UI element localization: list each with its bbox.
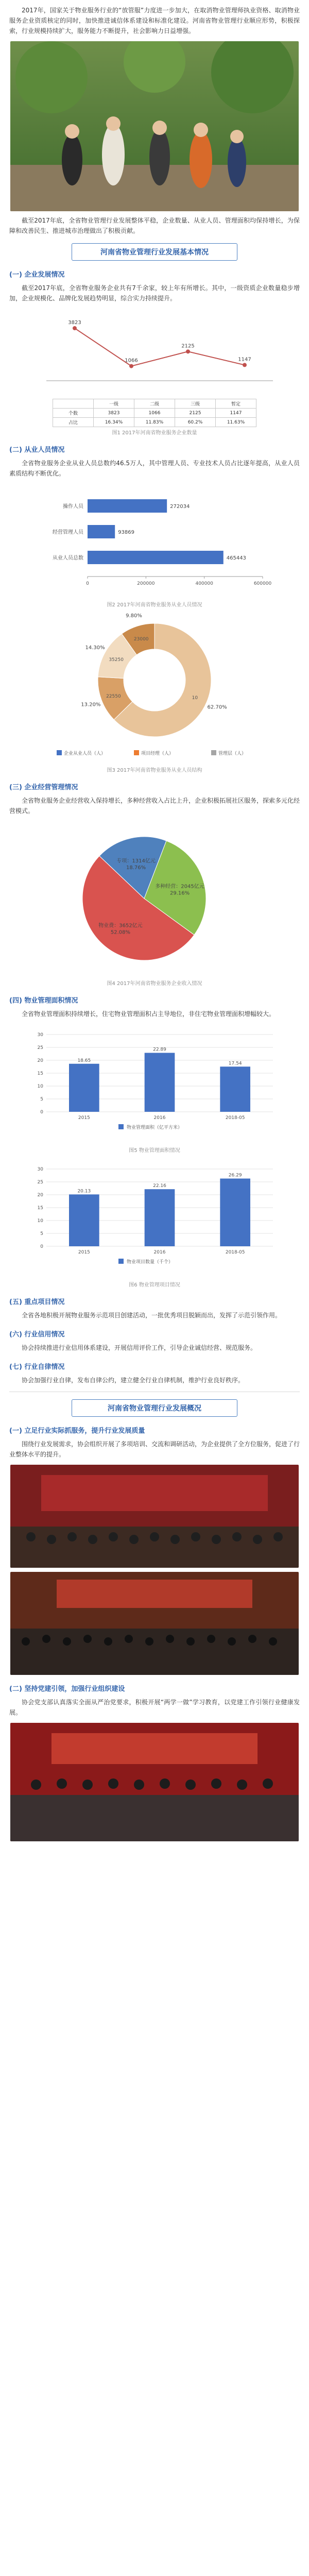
category-label: 2015 xyxy=(78,1115,90,1121)
slice-label: 多种经营：2045亿元 xyxy=(155,884,204,890)
intro-paragraph-2: 截至2017年底，全省物业管理行业发展整体平稳，企业数量、从业人员、管理面积均保持增长，为保障和改善民生、推进城市治理做出了积极贡献。 xyxy=(9,217,300,234)
tick-label: 15 xyxy=(37,1206,43,1211)
tick-label: 25 xyxy=(37,1045,43,1050)
section-heading-selfreg: (七) 行业自律情况 xyxy=(9,1363,65,1371)
photo-image xyxy=(10,1465,299,1568)
data-label: 3823 xyxy=(68,320,81,326)
data-label: 17.54 xyxy=(228,1061,242,1066)
tick-label: 200000 xyxy=(137,581,155,586)
bar xyxy=(145,1053,175,1112)
series-line xyxy=(75,328,245,366)
section-heading-area: (四) 物业管理面积情况 xyxy=(9,997,78,1005)
slice-label: 物业费：3652亿元 xyxy=(98,923,143,929)
category-label: 经营管理人员 xyxy=(53,530,83,535)
section-text-area: 全省物业管理面积持续增长，住宅物业管理面积占主导地位，非住宅物业管理面积增幅较大。 xyxy=(22,1010,276,1018)
tick-label: 25 xyxy=(37,1180,43,1185)
photo-image xyxy=(10,41,299,211)
figure-caption: 图2 2017年河南省物业服务从业人员情况 xyxy=(107,602,202,608)
table-cell: 11.63% xyxy=(216,418,256,427)
section-heading-credit: (六) 行业信用情况 xyxy=(9,1331,65,1338)
table-cell: 1147 xyxy=(216,409,256,418)
main-section-title: 河南省物业管理行业发展基本情况 xyxy=(72,243,237,261)
table-cell: 16.34% xyxy=(94,418,134,427)
legend-label: 管理层（人） xyxy=(218,751,247,756)
tick-label: 20 xyxy=(37,1058,43,1063)
section-text-party: 协会党支部认真落实全面从严治党要求，积极开展“两学一做”学习教育，以党建工作引领行业健康发展。 xyxy=(9,1699,300,1716)
table-row-label: 个数 xyxy=(53,409,94,418)
legend-swatch xyxy=(134,750,139,755)
data-label: 465443 xyxy=(226,555,246,561)
category-label: 2018-05 xyxy=(225,1250,245,1255)
data-point xyxy=(186,349,190,353)
bar xyxy=(220,1179,250,1246)
figure-caption: 图1 2017年河南省物业服务企业数量 xyxy=(112,430,197,436)
tick-label: 10 xyxy=(37,1218,43,1224)
tick-label: 0 xyxy=(40,1110,43,1115)
chart1-table xyxy=(53,399,256,427)
slice-value: 23000 xyxy=(133,636,149,642)
section-text-staff: 全省物业服务企业从业人员总数约46.5万人，其中管理人员、专业技术人员占比逐年提高，从业人员素质结构不断优化。 xyxy=(9,460,300,477)
slice-label: 52.08% xyxy=(110,929,131,936)
table-cell: 1066 xyxy=(134,409,175,418)
chart-area-bars xyxy=(10,1024,299,1143)
data-label: 18.65 xyxy=(77,1058,91,1063)
data-label: 93869 xyxy=(118,530,135,535)
bar xyxy=(69,1194,99,1246)
section-text-credit: 协会持续推进行业信用体系建设，开展信用评价工作，引导企业诚信经营、规范服务。 xyxy=(22,1344,257,1351)
section-heading-staff: (二) 从业人员情况 xyxy=(9,446,65,454)
table-cell: 3823 xyxy=(94,409,134,418)
photo-image xyxy=(10,1723,299,1841)
tick-label: 600000 xyxy=(253,581,272,586)
data-label: 1147 xyxy=(238,357,251,363)
legend-swatch xyxy=(211,750,216,755)
data-label: 1066 xyxy=(125,358,138,364)
data-label: 272034 xyxy=(170,504,190,510)
slice-label: 9.80% xyxy=(126,613,142,619)
category-label: 2015 xyxy=(78,1250,90,1255)
category-label: 2016 xyxy=(153,1250,166,1255)
tick-label: 30 xyxy=(37,1167,43,1172)
photo-conference-2 xyxy=(10,1572,299,1675)
section-text-projects: 全省各地积极开展物业服务示范项目创建活动，一批优秀项目脱颖而出，发挥了示范引领作用。 xyxy=(22,1312,282,1319)
data-label: 2125 xyxy=(181,343,195,349)
photo-group-meeting xyxy=(10,1723,299,1841)
bar xyxy=(220,1066,250,1112)
tick-label: 30 xyxy=(37,1032,43,1038)
slice-label: 29.16% xyxy=(169,890,190,896)
bar xyxy=(88,551,224,564)
chart-project-bars xyxy=(10,1159,299,1277)
chart-staff-donut xyxy=(10,613,299,762)
table-row-label: 占比 xyxy=(53,418,94,427)
bar xyxy=(88,525,115,538)
table-col-header: 二级 xyxy=(134,399,175,409)
slice-label: 62.70% xyxy=(207,704,227,710)
photo-image xyxy=(10,1572,299,1675)
section-heading-operation: (三) 企业经营管理情况 xyxy=(9,784,78,791)
category-label: 从业人员总数 xyxy=(53,555,83,561)
legend-label: 物业管理面积（亿平方米） xyxy=(127,1125,183,1130)
photo-conference-1 xyxy=(10,1465,299,1568)
figure-caption: 图4 2017年河南省物业服务企业收入情况 xyxy=(107,981,202,987)
table-col-header: 一级 xyxy=(94,399,134,409)
section-heading-party: (二) 坚持党建引领，加强行业组织建设 xyxy=(9,1685,125,1693)
tick-label: 10 xyxy=(37,1084,43,1089)
slice-label: 18.76% xyxy=(126,865,146,871)
tick-label: 5 xyxy=(40,1231,43,1236)
category-label: 操作人员 xyxy=(63,504,83,510)
data-point xyxy=(73,326,77,330)
data-label: 26.29 xyxy=(228,1173,242,1178)
tick-label: 5 xyxy=(40,1097,43,1102)
legend-swatch xyxy=(118,1124,124,1129)
chart-revenue-pie xyxy=(10,821,299,976)
chart1-svg xyxy=(10,309,299,396)
table-cell: 2125 xyxy=(175,409,216,418)
tick-label: 0 xyxy=(40,1244,43,1249)
data-label: 22.89 xyxy=(153,1047,166,1053)
bar xyxy=(69,1064,99,1112)
slice-label: 13.20% xyxy=(81,702,101,708)
legend-swatch xyxy=(118,1259,124,1264)
part2-title: 河南省物业管理行业发展概况 xyxy=(72,1399,237,1417)
section-text-enterprise: 截至2017年底，全省物业服务企业共有7千余家，较上年有所增长。其中，一级资质企业数量稳步增加，企业规模化、品牌化发展趋势明显，综合实力持续提升。 xyxy=(9,284,300,302)
section-heading-projects: (五) 重点项目情况 xyxy=(9,1298,65,1306)
slice-value: 35250 xyxy=(109,657,124,663)
intro-paragraph: 2017年，国家关于物业服务行业的“放管服”力度进一步加大，在取消物业管理师执业资格、取消物业服务企业资质核定的同时，加快推进诚信体系建设和标准化建设。河南省物业管理行业顺应形势，积极探索，行业规模持续扩大，服务能力不断提升，社会影响力日益增强。 xyxy=(9,7,300,35)
bar xyxy=(145,1189,175,1246)
section-heading-service: (一) 立足行业实际抓服务，提升行业发展质量 xyxy=(9,1427,145,1435)
category-label: 2018-05 xyxy=(225,1115,245,1121)
slice-value: 22550 xyxy=(106,693,121,699)
data-label: 22.16 xyxy=(153,1183,166,1189)
chart-enterprise-count xyxy=(10,309,299,427)
table-cell: 11.83% xyxy=(134,418,175,427)
table-cell: 60.2% xyxy=(175,418,216,427)
slice-label: 14.30% xyxy=(85,645,105,651)
legend-label: 物业项目数量（千个） xyxy=(127,1260,174,1265)
legend-label: 企业从业人员（人） xyxy=(64,751,106,756)
photo-group-garden xyxy=(10,41,299,211)
table-col-header: 暂定 xyxy=(216,399,256,409)
figure-caption: 图6 物业管理项目情况 xyxy=(129,1282,180,1288)
section-text-operation: 全省物业服务企业经营收入保持增长，多种经营收入占比上升，企业积极拓展社区服务，探索多元化经营模式。 xyxy=(9,797,300,815)
table-header-blank xyxy=(53,399,94,409)
tick-label: 15 xyxy=(37,1071,43,1076)
tick-label: 20 xyxy=(37,1193,43,1198)
legend-swatch xyxy=(57,750,62,755)
legend-label: 项目经理（人） xyxy=(141,751,174,756)
figure-caption: 图3 2017年河南省物业服务从业人员结构 xyxy=(107,768,202,773)
table-col-header: 三级 xyxy=(175,399,216,409)
chart-staff-bars xyxy=(10,484,299,597)
data-point xyxy=(129,364,133,368)
bar xyxy=(88,499,167,513)
article-page xyxy=(0,5,309,2576)
tick-label: 400000 xyxy=(195,581,213,586)
figure-caption: 图5 物业管理面积情况 xyxy=(129,1148,180,1154)
tick-label: 0 xyxy=(86,581,89,586)
section-text-service: 围绕行业发展需求，协会组织开展了多项培训、交流和调研活动，为企业提供了全方位服务，促进了行业整体水平的提升。 xyxy=(9,1440,300,1458)
data-label: 20.13 xyxy=(77,1189,91,1194)
slice-label: 专项：1314亿元 xyxy=(116,858,156,864)
section-heading-enterprise: (一) 企业发展情况 xyxy=(9,271,65,279)
category-label: 2016 xyxy=(153,1115,166,1121)
section-text-selfreg: 协会加强行业自律，发布自律公约，建立健全行业自律机制，维护行业良好秩序。 xyxy=(22,1377,245,1384)
data-point xyxy=(243,363,247,367)
slice-value: 10 xyxy=(192,696,198,701)
